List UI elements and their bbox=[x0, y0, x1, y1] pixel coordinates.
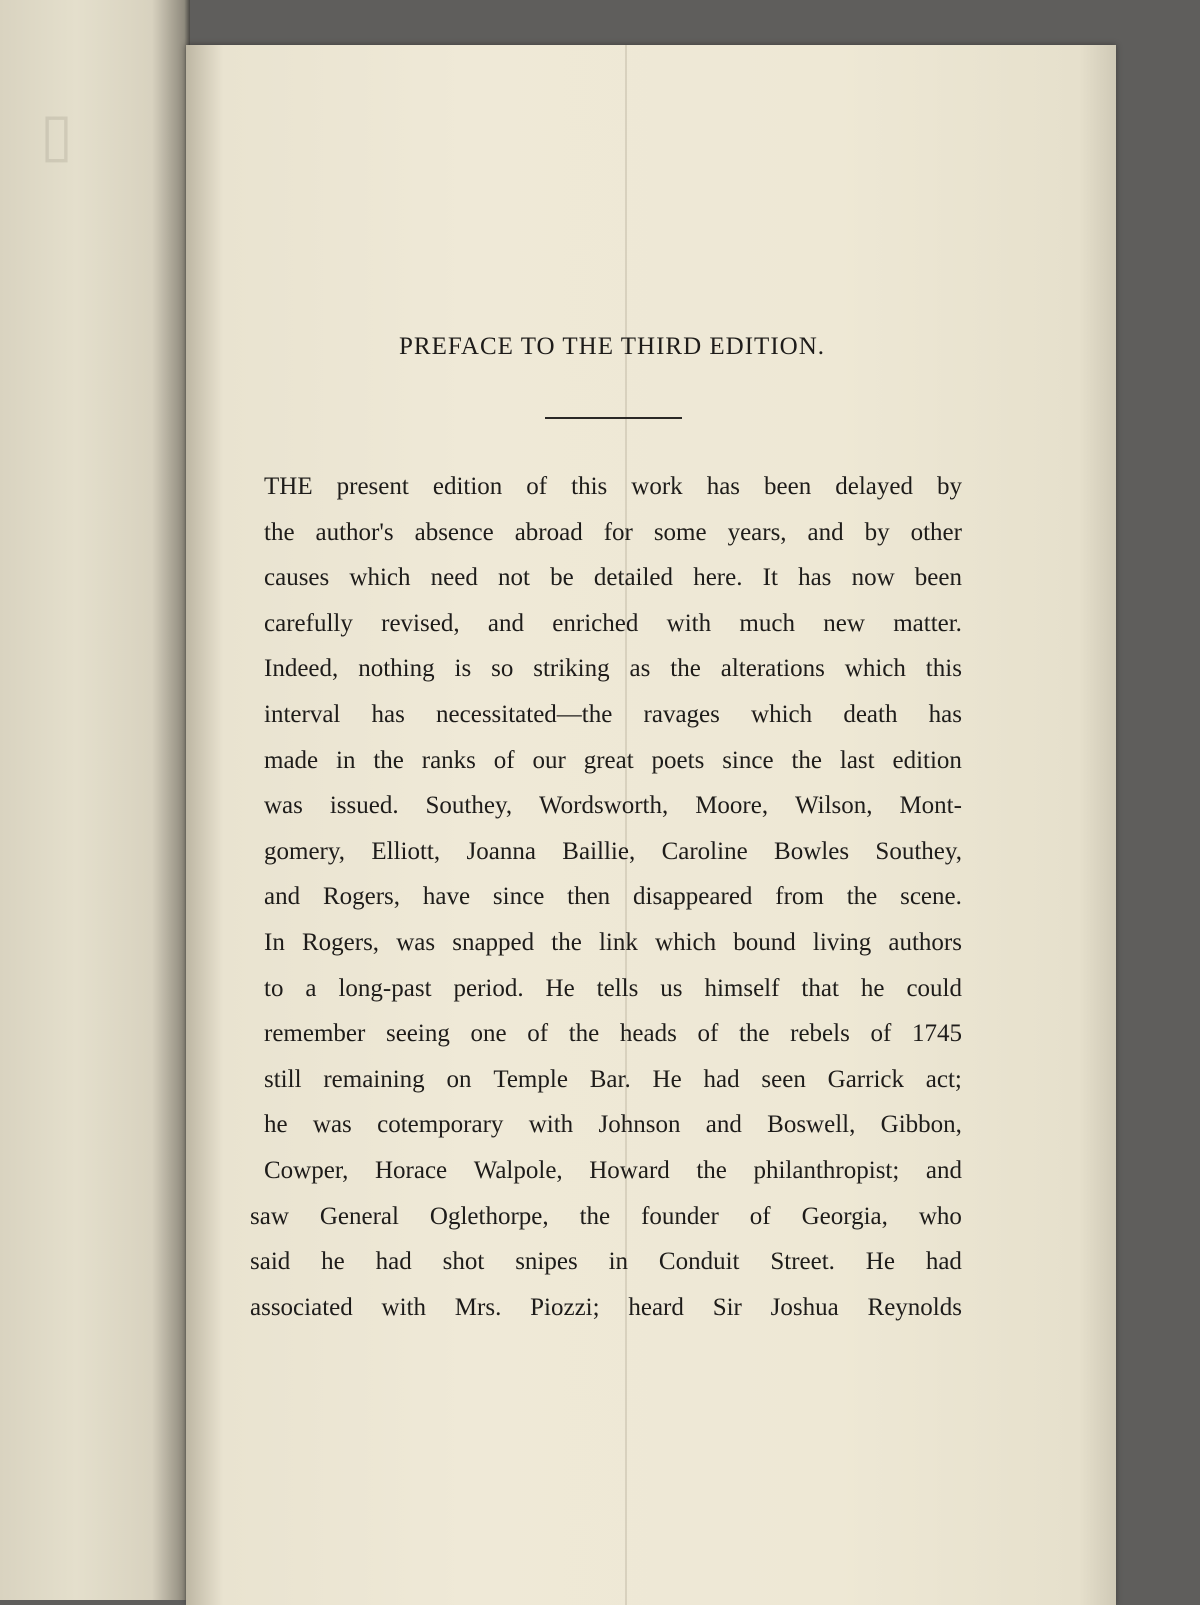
text-line bbox=[264, 652, 962, 698]
word: Garrick bbox=[827, 1065, 904, 1093]
preface-body-text bbox=[250, 470, 962, 1336]
word: which bbox=[349, 564, 411, 592]
word: have bbox=[422, 883, 471, 911]
word: made bbox=[264, 746, 319, 774]
text-line bbox=[264, 1108, 962, 1154]
word: Wordsworth, bbox=[539, 792, 669, 820]
word: disappeared bbox=[633, 883, 753, 911]
word: He bbox=[652, 1065, 682, 1093]
show-through-marks: ▯ bbox=[40, 100, 74, 170]
word: so bbox=[491, 655, 514, 683]
word: of bbox=[697, 1020, 719, 1048]
word: It bbox=[762, 564, 778, 592]
word: Conduit bbox=[658, 1248, 740, 1276]
word: need bbox=[430, 564, 478, 592]
word: seen bbox=[761, 1065, 806, 1093]
word: of bbox=[527, 1020, 549, 1048]
word: Bar. bbox=[589, 1065, 631, 1093]
word: here. bbox=[693, 564, 743, 592]
word: Mrs. bbox=[454, 1293, 502, 1321]
word: could bbox=[906, 974, 962, 1002]
word: the bbox=[568, 1020, 600, 1048]
word: absence bbox=[414, 518, 494, 546]
word: work bbox=[631, 473, 683, 500]
word: living bbox=[812, 928, 872, 956]
text-line bbox=[264, 744, 962, 790]
word: has bbox=[798, 564, 832, 592]
word: that bbox=[801, 974, 839, 1002]
text-line bbox=[264, 1063, 962, 1109]
word: Georgia, bbox=[801, 1202, 888, 1230]
word: death bbox=[843, 700, 898, 728]
text-line bbox=[250, 1291, 962, 1337]
word: edition bbox=[892, 746, 962, 774]
word: rebels bbox=[790, 1020, 850, 1048]
word: of bbox=[870, 1020, 892, 1048]
word: founder bbox=[641, 1202, 719, 1230]
word: for bbox=[603, 518, 633, 546]
word: long-past bbox=[338, 974, 432, 1002]
word: which bbox=[751, 700, 813, 728]
word: In bbox=[264, 928, 285, 956]
word: gomery, bbox=[264, 837, 345, 865]
text-line bbox=[250, 1245, 962, 1291]
word: in bbox=[608, 1248, 629, 1276]
word: 1745 bbox=[911, 1020, 962, 1048]
word: tells bbox=[596, 974, 639, 1002]
word: Baillie, bbox=[562, 837, 636, 865]
word: since bbox=[492, 883, 545, 911]
text-line bbox=[264, 926, 962, 972]
word: heard bbox=[628, 1293, 684, 1321]
word: then bbox=[567, 883, 611, 911]
word: great bbox=[583, 746, 634, 774]
word: Boswell, bbox=[767, 1111, 856, 1139]
word: Reynolds bbox=[867, 1293, 962, 1321]
word: seeing bbox=[385, 1020, 450, 1048]
word: and bbox=[807, 518, 844, 546]
word: the bbox=[696, 1156, 727, 1184]
word: associated bbox=[250, 1293, 353, 1321]
word: Oglethorpe, bbox=[429, 1202, 549, 1230]
word: shot bbox=[442, 1248, 485, 1276]
word: and bbox=[705, 1111, 742, 1139]
word: the bbox=[791, 746, 822, 774]
word: as bbox=[629, 655, 651, 683]
word: enriched bbox=[552, 609, 639, 637]
text-line bbox=[264, 516, 962, 562]
word: Joshua bbox=[770, 1293, 839, 1321]
word: to bbox=[264, 974, 284, 1002]
word: Bowles bbox=[774, 837, 850, 865]
word: period. bbox=[453, 974, 524, 1002]
word: revised, bbox=[381, 609, 460, 637]
word: our bbox=[532, 746, 566, 774]
word: snapped bbox=[452, 928, 535, 956]
text-line bbox=[264, 470, 962, 516]
text-line bbox=[264, 607, 962, 653]
text-line bbox=[264, 1017, 962, 1063]
text-line bbox=[264, 561, 962, 607]
word: one bbox=[470, 1020, 507, 1048]
word: now bbox=[851, 564, 895, 592]
word: been bbox=[914, 564, 962, 592]
word: has bbox=[928, 700, 962, 728]
word: causes bbox=[264, 564, 330, 592]
word: THE bbox=[264, 473, 313, 500]
word: Howard bbox=[589, 1156, 670, 1184]
text-line bbox=[250, 1200, 962, 1246]
word: detailed bbox=[593, 564, 674, 592]
text-line bbox=[264, 835, 962, 881]
word: poets bbox=[651, 746, 705, 774]
word: Temple bbox=[493, 1065, 568, 1093]
word: ravages bbox=[643, 700, 720, 728]
word: interval bbox=[264, 700, 341, 728]
word: since bbox=[722, 746, 774, 774]
word: of bbox=[749, 1202, 771, 1230]
word: remaining bbox=[323, 1065, 425, 1093]
word: the bbox=[738, 1020, 770, 1048]
word: Piozzi; bbox=[530, 1293, 600, 1321]
word: Indeed, bbox=[264, 655, 339, 683]
word: General bbox=[319, 1202, 399, 1230]
word: Elliott, bbox=[371, 837, 441, 865]
word: author's bbox=[315, 518, 394, 546]
word: ranks bbox=[421, 746, 476, 774]
word: Cowper, bbox=[264, 1156, 349, 1184]
word: present bbox=[336, 473, 409, 500]
word: abroad bbox=[514, 518, 583, 546]
word: delayed bbox=[835, 473, 913, 500]
word: was bbox=[312, 1111, 352, 1139]
word: this bbox=[925, 655, 962, 683]
word: which bbox=[655, 928, 717, 956]
word: the bbox=[579, 1202, 611, 1230]
word: much bbox=[739, 609, 795, 637]
word: snipes bbox=[515, 1248, 578, 1276]
word: striking bbox=[533, 655, 610, 683]
word: Wilson, bbox=[795, 792, 873, 820]
word: Johnson bbox=[598, 1111, 681, 1139]
word: Joanna bbox=[466, 837, 536, 865]
word: Southey, bbox=[425, 792, 513, 820]
word: the bbox=[373, 746, 404, 774]
word: by bbox=[864, 518, 890, 546]
word: Street. bbox=[770, 1248, 835, 1276]
word: in bbox=[336, 746, 356, 774]
word: still bbox=[264, 1065, 302, 1093]
word: and bbox=[925, 1156, 962, 1184]
word: he bbox=[321, 1248, 345, 1276]
word: new bbox=[823, 609, 865, 637]
word: not bbox=[498, 564, 530, 592]
word: link bbox=[598, 928, 638, 956]
word: Horace bbox=[374, 1156, 448, 1184]
word: had bbox=[375, 1248, 412, 1276]
word: be bbox=[550, 564, 574, 592]
word: of bbox=[493, 746, 515, 774]
word: who bbox=[918, 1202, 962, 1230]
word: said bbox=[250, 1248, 291, 1276]
word: Moore, bbox=[695, 792, 769, 820]
word: and bbox=[487, 609, 524, 637]
word: matter. bbox=[893, 609, 962, 637]
word: which bbox=[844, 655, 906, 683]
word: Gibbon, bbox=[880, 1111, 962, 1139]
word: from bbox=[775, 883, 824, 911]
word: the bbox=[551, 928, 582, 956]
word: other bbox=[910, 518, 962, 546]
title-rule-divider bbox=[545, 417, 682, 419]
word: of bbox=[526, 473, 548, 500]
word: was bbox=[264, 792, 303, 820]
word: nothing bbox=[358, 655, 435, 683]
word: us bbox=[660, 974, 683, 1002]
word: has bbox=[371, 700, 405, 728]
text-line bbox=[264, 880, 962, 926]
word: carefully bbox=[264, 609, 353, 637]
word: with bbox=[666, 609, 712, 637]
word: has bbox=[706, 473, 741, 500]
word: heads bbox=[619, 1020, 677, 1048]
word: Sir bbox=[712, 1293, 742, 1321]
left-page bbox=[0, 0, 190, 1600]
word: had bbox=[703, 1065, 740, 1093]
word: saw bbox=[250, 1202, 289, 1230]
word: he bbox=[264, 1111, 288, 1139]
word: with bbox=[381, 1293, 426, 1321]
word: necessitated—the bbox=[436, 700, 613, 728]
word: some bbox=[653, 518, 707, 546]
word: authors bbox=[888, 928, 962, 956]
word: act; bbox=[925, 1065, 962, 1093]
word: Southey, bbox=[875, 837, 962, 865]
text-line bbox=[264, 1154, 962, 1200]
word: is bbox=[454, 655, 472, 683]
word: himself bbox=[704, 974, 780, 1002]
word: philanthropist; bbox=[753, 1156, 900, 1184]
word: bound bbox=[733, 928, 796, 956]
word: Caroline bbox=[661, 837, 748, 865]
word: remember bbox=[264, 1020, 366, 1048]
word: and bbox=[264, 883, 301, 911]
word: the bbox=[846, 883, 878, 911]
word: last bbox=[839, 746, 875, 774]
text-line bbox=[264, 972, 962, 1018]
word: had bbox=[925, 1248, 962, 1276]
page-title: PREFACE TO THE THIRD EDITION. bbox=[399, 333, 825, 360]
word: He bbox=[865, 1248, 895, 1276]
word: he bbox=[860, 974, 885, 1002]
text-line bbox=[264, 789, 962, 835]
word: issued. bbox=[329, 792, 399, 820]
word: been bbox=[764, 473, 812, 500]
word: He bbox=[545, 974, 575, 1002]
word: a bbox=[305, 974, 317, 1002]
word: the bbox=[264, 518, 295, 546]
word: Rogers, bbox=[322, 883, 401, 911]
word: this bbox=[571, 473, 608, 500]
word: Walpole, bbox=[473, 1156, 563, 1184]
word: by bbox=[937, 473, 962, 500]
word: Rogers, bbox=[301, 928, 380, 956]
text-line bbox=[264, 698, 962, 744]
word: cotemporary bbox=[377, 1111, 504, 1139]
word: the bbox=[670, 655, 701, 683]
word: years, bbox=[727, 518, 787, 546]
word: alterations bbox=[720, 655, 825, 683]
word: Mont- bbox=[899, 792, 962, 820]
word: on bbox=[446, 1065, 472, 1093]
word: edition bbox=[432, 473, 503, 500]
word: scene. bbox=[900, 883, 962, 911]
word: with bbox=[528, 1111, 574, 1139]
word: was bbox=[396, 928, 436, 956]
